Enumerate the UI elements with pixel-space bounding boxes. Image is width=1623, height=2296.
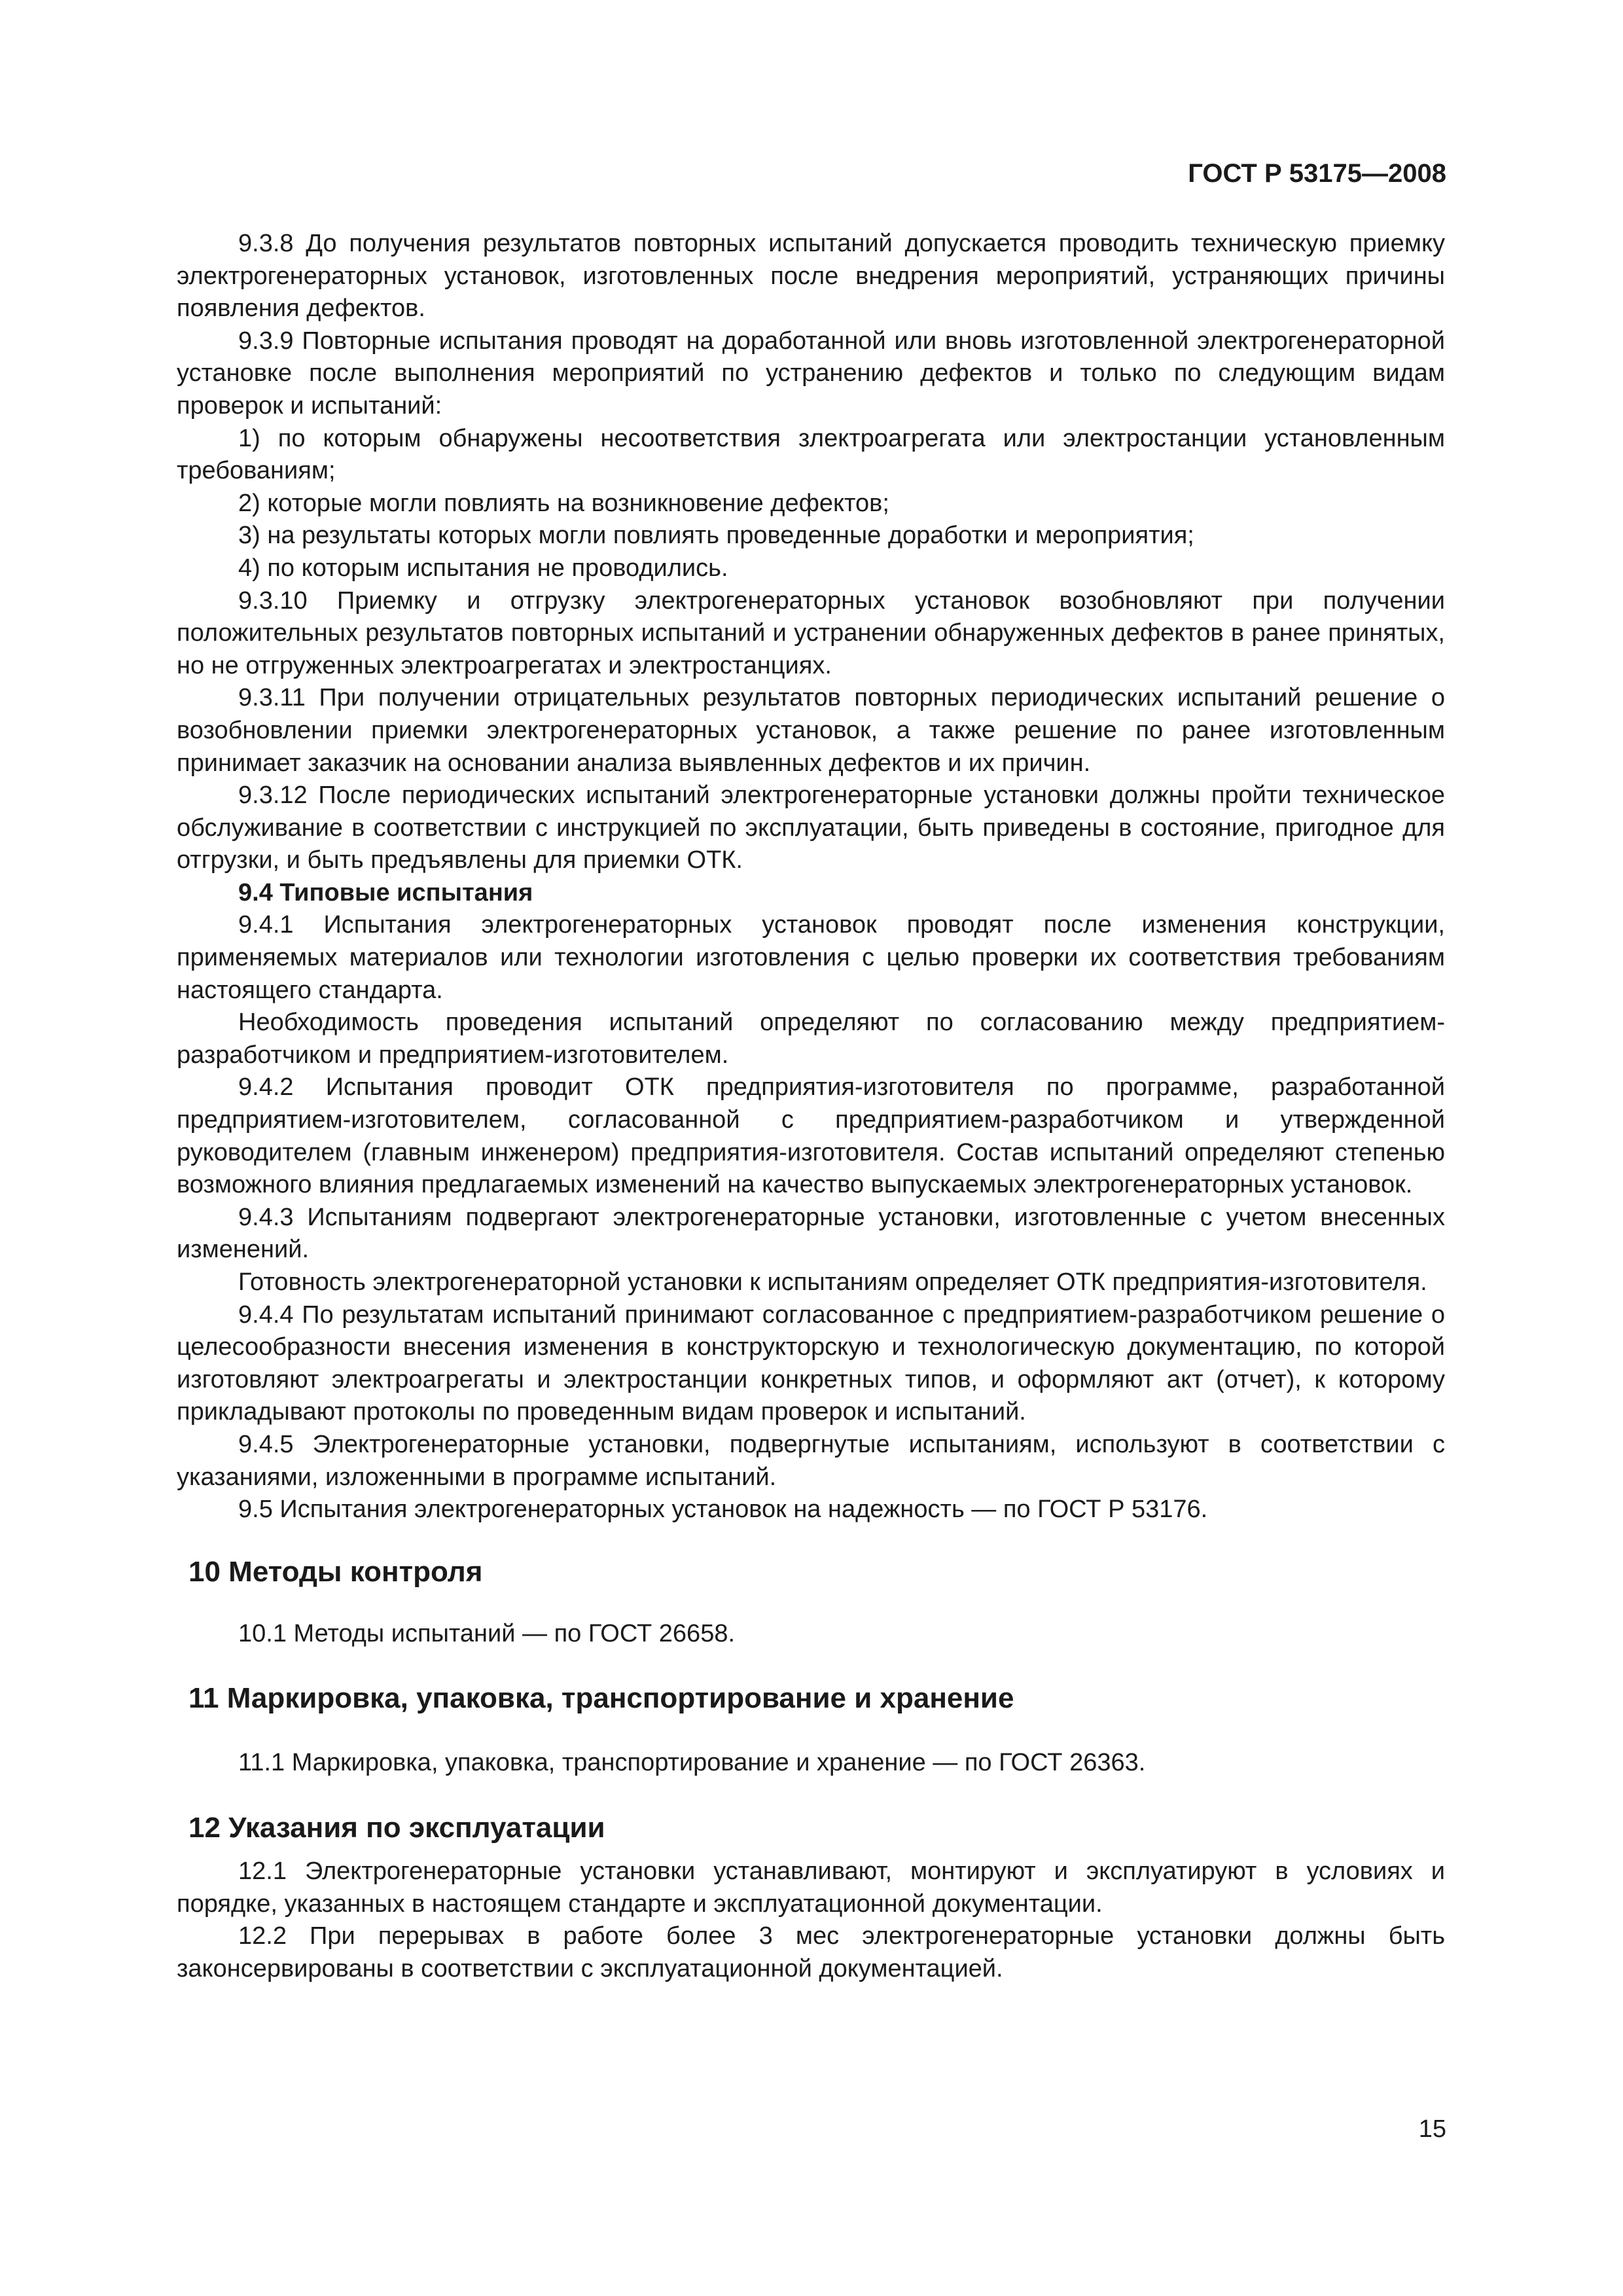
section-heading-12: 12 Указания по эксплуатации xyxy=(188,1811,605,1844)
paragraph-9-3-10: 9.3.10 Приемку и отгрузку электрогенераторных установок возобновляют при получении положительных результатов повторных испытаний и устранении обнаруженных дефектов в ранее принятых, но не отгруженных электроагрегатах и электростанциях. xyxy=(177,586,1445,679)
page-number: 15 xyxy=(1418,2115,1446,2143)
page-content xyxy=(177,228,1445,1985)
paragraph-9-4-4: 9.4.4 По результатам испытаний принимают согласованное с предприятием-разработчиком решение о целесообразности внесения изменения в конструкторскую и технологическую документацию, по которой изготовляют электроагрегаты и электростанции конкретных типов, и оформляют акт (отчет), к которому прикладывают протоколы по проведенным видам проверок и испытаний. xyxy=(177,1300,1445,1426)
paragraph-9-4-2: 9.4.2 Испытания проводит ОТК предприятия-изготовителя по программе, разработанной предприятием-изготовителем, согласованной с предприятием-разработчиком и утвержденной руководителем (главным инженером) предприятия-изготовителя. Состав испытаний определяют степенью возможного влияния предлагаемых изменений на качество выпускаемых электрогенераторных установок. xyxy=(177,1073,1445,1199)
paragraph-12-1: 12.1 Электрогенераторные установки устанавливают, монтируют и эксплуатируют в условиях и порядке, указанных в настоящем стандарте и эксплуатационной документации. xyxy=(177,1857,1445,1918)
list-item: 2) которые могли повлиять на возникновение дефектов; xyxy=(238,489,889,517)
paragraph-9-3-8: 9.3.8 До получения результатов повторных испытаний допускается проводить техническую приемку электрогенераторных установок, изготовленных после внедрения мероприятий, устраняющих причины появления дефектов. xyxy=(177,230,1445,323)
list-item: 3) на результаты которых могли повлиять проведенные доработки и мероприятия; xyxy=(238,522,1194,550)
paragraph-9-3-9: 9.3.9 Повторные испытания проводят на доработанной или вновь изготовленной электрогенераторной установке после выполнения мероприятий по устранению дефектов и только по следующим видам проверок и испытаний: xyxy=(177,327,1445,420)
paragraph-9-4-5: 9.4.5 Электрогенераторные установки, подвергнутые испытаниям, используют в соответствии с указаниями, изложенными в программе испытаний. xyxy=(177,1430,1445,1491)
list-item: 1) по которым обнаружены несоответствия злектроагрегата или электростанции установленным требованиям; xyxy=(177,424,1445,485)
document-code-header: ГОСТ Р 53175—2008 xyxy=(1188,159,1446,188)
paragraph-9-4-3: 9.4.3 Испытаниям подвергают электрогенераторные установки, изготовленные с учетом внесенных изменений. xyxy=(177,1203,1445,1264)
paragraph-9-3-11: 9.3.11 При получении отрицательных результатов повторных периодических испытаний решение о возобновлении приемки электрогенераторных установок, а также решение по ранее изготовленным принимает заказчик на основании анализа выявленных дефектов и их причин. xyxy=(177,684,1445,777)
paragraph-12-2: 12.2 При перерывах в работе более 3 мес электрогенераторные установки должны быть законсервированы в соответствии с эксплуатационной документацией. xyxy=(177,1922,1445,1982)
list-item: 4) по которым испытания не проводились. xyxy=(238,554,728,582)
paragraph-9-3-12: 9.3.12 После периодических испытаний электрогенераторные установки должны пройти техническое обслуживание в соответствии с инструкцией по эксплуатации, быть приведены в состояние, пригодное для отгрузки, и быть предъявлены для приемки ОТК. xyxy=(177,781,1445,874)
subsection-heading-9-4: 9.4 Типовые испытания xyxy=(238,878,533,906)
paragraph-9-4-1: 9.4.1 Испытания электрогенераторных установок проводят после изменения конструкции, применяемых материалов или технологии изготовления с целью проверки их соответствия требованиям настоящего стандарта. xyxy=(177,911,1445,1004)
paragraph-9-4-1-b: Необходимость проведения испытаний определяют по согласованию между предприятием-разработчиком и предприятием-изготовителем. xyxy=(177,1009,1445,1069)
paragraph-11-1: 11.1 Маркировка, упаковка, транспортирование и хранение — по ГОСТ 26363. xyxy=(238,1749,1146,1777)
section-heading-11: 11 Маркировка, упаковка, транспортирование и хранение xyxy=(188,1682,1014,1715)
section-heading-10: 10 Методы контроля xyxy=(188,1555,483,1588)
paragraph-10-1: 10.1 Методы испытаний — по ГОСТ 26658. xyxy=(238,1619,736,1647)
paragraph-9-4-3-b: Готовность электрогенераторной установки к испытаниям определяет ОТК предприятия-изготовителя. xyxy=(238,1268,1427,1296)
paragraph-9-5: 9.5 Испытания электрогенераторных установок на надежность — по ГОСТ Р 53176. xyxy=(238,1496,1208,1524)
